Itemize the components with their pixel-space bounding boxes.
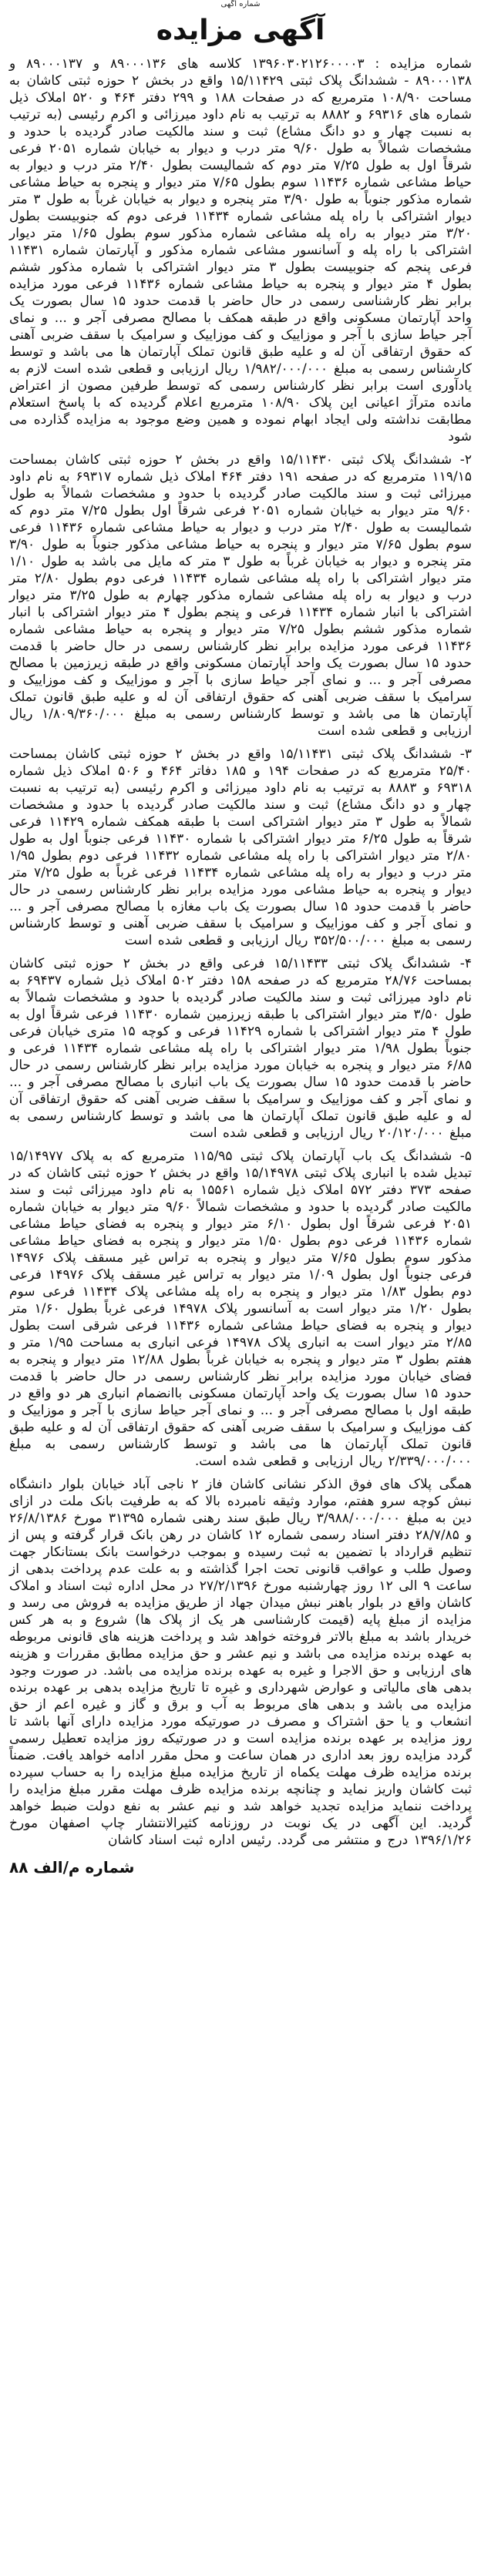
notice-title: آگهی مزایده <box>156 15 325 46</box>
notice-paragraph-4: ۴- ششدانگ پلاک ثبتی ۱۵/۱۱۴۳۳ فرعی واقع در بخش ۲ حوزه ثبتی کاشان بمساحت ۲۸/۷۶ مترمربع که در صفحه ۱۵۸ دفتر ۵۰۲ املاک ذیل شماره ۶۹۴۳۷ به نام داود میرزائی ثبت و سند مالکیت صادر گردیده با حدود و مشخصات شمالاً به طول ۳/۵۰ متر دیوار اشتراکی با طبقه زیرزمین شماره ۱۱۴۳۰ فرعی شرقاً اول به طول ۴ متر دیوار اشتراکی با شماره ۱۱۴۲۹ فرعی و کوچه ۱۵ متری خیابان فرعی جنوباً بطول ۱/۹۸ متر دیوار اشتراکی با راه پله مشاعی شماره ۱۱۴۳۴ فرعی و ۶/۸۵ متر دیوار و پنجره به خیابان مورد مزایده برابر نظر کارشناس رسمی در حال حاضر با قدمت حدود ۱۵ سال بصورت یک باب انباری با مصالح مصرفی آجر و ... و نمای آجر و کف موزاییک و سرامیک با سقف ضربی آهنی که حقوق ارتفاقی آن له و علیه طبق قانون تملک آپارتمان ها می باشد و توسط کارشناس رسمی به مبلغ ۲۰/۱۲۰/۰۰۰ ریال ارزیابی و قطعی شده است <box>9 956 473 1141</box>
notice-paragraph-1: شماره مزایده : ۱۳۹۶۰۳۰۲۱۲۶۰۰۰۰۳ کلاسه های ۸۹۰۰۰۱۳۶ و ۸۹۰۰۰۱۳۷ و ۸۹۰۰۰۱۳۸ - ششدانگ پلاک ثبتی ۱۵/۱۱۴۲۹ واقع در بخش ۲ حوزه ثبتی کاشان به مساحت ۱۰۸/۹۰ مترمربع که در صفحات ۱۸۸ و ۲۹۹ دفتر ۴۶۴ و ۵۲۰ املاک ذیل شماره های ۶۹۳۱۶ و ۸۸۸۲ به ترتیب به نام داود میرزائی و اکرم رئیسی (به ترتیب به نسبت چهار و دو دانگ مشاع) ثبت و سند مالکیت صادر گردیده با حدود و مشخصات شمالاً به طول ۹/۶۰ متر درب و دیوار به خیابان شماره ۲۰۵۱ فرعی شرقاً اول به طول ۷/۲۵ متر دوم که شمالیست بطول ۲/۴۰ متر درب و دیوار به حیاط مشاعی شماره ۱۱۴۳۶ سوم بطول ۷/۶۵ متر دیوار و پنجره به حیاط مشاعی شماره مذکور جنوباً به طول ۳/۹۰ متر پنجره و دیوار به خیابان غرباً به طول ۳ متر دیوار اشتراکی با راه پله مشاعی شماره ۱۱۴۳۴ فرعی دوم که جنوبیست بطول ۳/۲۰ متر دیوار به راه پله مشاعی شماره مذکور سوم بطول ۱/۶۵ متر دیوار اشتراکی با راه پله و آسانسور مشاعی شماره مذکور و آپارتمان شماره ۱۱۴۳۱ فرعی پنجم که جنوبیست بطول ۳ متر دیوار اشتراکی با شماره مذکور ششم بطول ۴ متر دیوار و پنجره به حیاط مشاعی شماره ۱۱۴۳۶ فرعی مورد مزایده برابر نظر کارشناسی رسمی در حال حاضر با قدمت حدود ۱۵ سال بصورت یک واحد آپارتمان مسکونی واقع در طبقه همکف با مصالح مصرفی آجر و ... و نمای آجر حیاط سازی با آجر و موزاییک و کف موزاییک و سرامیک با سقف ضربی آهنی که حقوق ارتفاقی آن له و علیه طبق قانون تملک آپارتمان ها می باشد و توسط کارشناس رسمی به مبلغ ۱/۹۸۲/۰۰۰/۰۰۰ ریال ارزیابی و قطعی شده است لازم به یادآوری است برابر نظر کارشناس رسمی که توسط طرفین مصون از اعتراض مانده مترآژ اعیانی این پلاک ۱۰۸/۹۰ مترمربع اعلام گردیده که با پاسخ استعلام مطابقت نداشته ولی ایجاد ابهام نموده و همین وضع موجود به مزایده گذارده می شود <box>9 56 473 444</box>
notice-paragraph-3: ۳- ششدانگ پلاک ثبتی ۱۵/۱۱۴۳۱ واقع در بخش ۲ حوزه ثبتی کاشان بمساحت ۲۵/۴۰ مترمربع که در صفحات ۱۹۴ و ۱۸۵ دفاتر ۴۶۴ و ۵۰۶ املاک ذیل شماره ۶۹۳۱۸ و ۸۸۸۳ به ترتیب به نام داود میرزائی و اکرم رئیسی (به ترتیب به نسبت چهار و دو دانگ مشاع) ثبت و سند مالکیت صادر گردیده با حدود و مشخصات شمالاً به طول ۳ متر دیوار اشتراکی است با طبقه همکف شماره ۱۱۴۲۹ فرعی شرقاً به طول ۶/۲۵ متر دیوار اشتراکی با شماره ۱۱۴۳۰ فرعی جنوباً اول به طول ۲/۸۰ متر دیوار اشتراکی با راه پله مشاعی شماره ۱۱۴۳۲ فرعی دوم بطول ۱/۹۵ متر درب و دیوار به راه پله مشاعی شماره ۱۱۴۳۴ فرعی غرباً به طول ۷/۲۵ متر دیوار و پنجره به حیاط مشاعی مورد مزایده برابر نظر کارشناس رسمی در حال حاضر با قدمت حدود ۱۵ سال بصورت یک باب مغازه با مصالح مصرفی آجر و ... و نمای آجر و کف موزاییک و سرامیک با سقف ضربی آهنی و توسط کارشناس رسمی به مبلغ ۳۵۲/۵۰۰/۰۰۰ ریال ارزیابی و قطعی شده است <box>9 746 472 948</box>
notice-paragraph-6: همگی پلاک های فوق الذکر نشانی کاشان فاز ۲ ناجی آباد خیابان بلوار دانشگاه نبش کوچه سرو هفتم، موارد وثیقه نامبرده بالا که به طرفیت بانک ملت در ازای دین به مبلغ ۳/۹۸۸/۰۰۰/۰۰۰ ریال طبق سند رهنی شماره ۳۱۳۹۵ مورخ ۲۶/۸/۱۳۸۶ و ۲۸/۷/۸۵ دفتر اسناد رسمی شماره ۱۲ کاشان در رهن بانک قرار گرفته و پس از تنظیم قرارداد با تضمین به ثبت رسیده و بموجب درخواست بانک بستانکار جهت وصول طلب و عواقب قانونی تحت اجرا گذاشته و به علت عدم پرداخت بدهی از ساعت ۹ الی ۱۲ روز چهارشنبه مورخ ۲۷/۲/۱۳۹۶ در محل اداره ثبت اسناد و املاک کاشان واقع در بلوار باهنر نبش میدان جهاد از طریق مزایده به فروش می رسد و مزایده از مبلغ پایه (قیمت کارشناسی هر یک از پلاک ها) شروع و به هر کس خریدار باشد به مبلغ بالاتر فروخته خواهد شد و پرداخت هزینه های قانونی مربوطه به عهده برنده مزایده می باشد و نیم عشر و حق مزایده مطابق مقررات و هزینه های ارزیابی و حق الاجرا و غیره به عهده برنده مزایده می باشد. در صورت وجود بدهی های مالیاتی و عوارض شهرداری و غیره تا تاریخ مزایده بدهی بر عهده برنده مزایده می باشد و بدهی های مربوط به آب و برق و گاز و غیره اعم از حق انشعاب و یا حق اشتراک و مصرف در صورتیکه مورد مزایده دارای آنها باشد تا روز مزایده بر عهده برنده مزایده است و در صورتیکه روز مزایده تعطیل رسمی گردد مزایده روز بعد اداری در همان ساعت و محل مقرر ادامه خواهد یافت. ضمناً برنده مزایده ظرف مهلت یکماه از تاریخ مزایده مبلغ مزایده را به حساب سپرده ثبت کاشان واریز نماید و چنانچه برنده مزایده ظرف مهلت مقرر مبلغ مزایده را پرداخت ننماید مزایده تجدید خواهد شد و نیم عشر به نفع دولت ضبط خواهد گردید. این آگهی در یک نوبت در روزنامه کثیرالانتشار چاپ اصفهان مورخ ۱۳۹۶/۱/۲۶ درج و منتشر می گردد. رئیس اداره ثبت اسناد کاشان <box>9 1477 473 1848</box>
notice-paragraph-2: ۲- ششدانگ پلاک ثبتی ۱۵/۱۱۴۳۰ واقع در بخش ۲ حوزه ثبتی کاشان بمساحت ۱۱۹/۱۵ مترمربع که در صفحه ۱۹۱ دفتر ۴۶۴ املاک ذیل شماره ۶۹۳۱۷ به نام داود میرزائی ثبت و سند مالکیت صادر گردیده با حدود و مشخصات شمالاً به طول ۹/۶۰ متر دیوار به خیابان شماره ۲۰۵۱ فرعی شرقاً اول بطول ۷/۲۵ متر دوم که شمالیست به طول ۲/۴۰ متر درب و دیوار به حیاط مشاعی شماره ۱۱۴۳۶ فرعی سوم بطول ۷/۶۵ متر دیوار و پنجره به حیاط مشاعی مذکور جنوباً به طول ۳/۹۰ متر پنجره و دیوار به خیابان غرباً به طول ۳ متر که مایل می باشد به طول ۱/۱۰ متر دیوار اشتراکی با راه پله مشاعی شماره ۱۱۴۳۴ فرعی دوم بطول ۲/۸۰ متر درب و دیوار به راه پله مشاعی شماره مذکور چهارم به طول ۳/۲۵ متر دیوار اشتراکی با انبار شماره ۱۱۴۳۴ فرعی و پنجم بطول ۴ متر دیوار اشتراکی با انبار شماره مذکور ششم بطول ۷/۲۵ متر دیوار و پنجره به حیاط مشاعی شماره ۱۱۴۳۶ فرعی مورد مزایده برابر نظر کارشناس رسمی در حال حاضر با قدمت حدود ۱۵ سال بصورت یک واحد آپارتمان مسکونی واقع در طبقه زیرزمین با مصالح مصرفی آجر و ... و نمای آجر حیاط سازی با آجر و موزاییک و کف موزاییک و سرامیک با سقف ضربی آهنی که حقوق ارتفاقی آن له و علیه طبق قانون تملک آپارتمان ها می باشد و توسط کارشناس رسمی به مبلغ ۱/۸۰۹/۳۶۰/۰۰۰ ریال ارزیابی و قطعی شده است <box>9 452 473 739</box>
header-strip: شماره آگهی <box>220 0 261 8</box>
notice-body <box>9 55 472 1849</box>
notice-signature: شماره م/الف ۸۸ <box>9 1858 135 1877</box>
notice-paragraph-5: ۵- ششدانگ یک باب آپارتمان پلاک ثبتی ۱۱۵/۹۵ مترمربع که به پلاک ۱۵/۱۴۹۷۷ تبدیل شده با انباری پلاک ثبتی ۱۵/۱۴۹۷۸ واقع در بخش ۲ حوزه ثبتی کاشان که در صفحه ۳۷۳ دفتر ۵۷۲ املاک ذیل شماره ۱۵۵۶۱ به نام داود میرزائی ثبت و سند مالکیت صادر گردیده با حدود و مشخصات شمالاً ۹/۶۰ متر دیوار به خیابان شماره ۲۰۵۱ فرعی شرقاً اول بطول ۶/۱۰ متر دیوار و پنجره به فضای حیاط مشاعی شماره ۱۱۴۳۶ فرعی دوم بطول ۱/۵۰ متر دیوار و پنجره به فضای حیاط مشاعی مذکور سوم بطول ۷/۶۵ متر دیوار و پنجره به تراس غیر مسقف پلاک ۱۴۹۷۶ فرعی جنوباً اول بطول ۱/۰۹ متر دیوار به تراس غیر مسقف پلاک ۱۴۹۷۶ فرعی دوم بطول ۱/۸۳ متر دیوار و پنجره به راه پله مشاعی پلاک ۱۱۴۳۴ فرعی سوم بطول ۱/۲۰ متر دیوار است به آسانسور پلاک ۱۴۹۷۸ فرعی غرباً بطول ۱/۶۰ متر دیوار و پنجره به فضای حیاط مشاعی شماره ۱۱۴۳۶ فرعی شرقی است بطول ۲/۸۵ متر دیوار است به انباری پلاک ۱۴۹۷۸ فرعی انباری به مساحت ۱/۹۵ متر و هفتم بطول ۳ متر دیوار و پنجره به خیابان غرباً بطول ۱۲/۸۸ متر دیوار و پنجره به فضای خیابان مورد مزایده برابر نظر کارشناس رسمی در حال حاضر با قدمت حدود ۱۵ سال بصورت یک واحد آپارتمان مسکونی باانضمام انباری هر دو واقع در طبقه اول با مصالح مصرفی آجر و ... و نمای آجر حیاط سازی با آجر و موزاییک و کف موزاییک و سرامیک با سقف ضربی آهنی که حقوق ارتفاقی آن له و علیه طبق قانون تملک آپارتمان ها می باشد و توسط کارشناس رسمی به مبلغ ۲/۳۳۹/۰۰۰/۰۰۰ ریال ارزیابی و قطعی شده است. <box>9 1149 472 1469</box>
